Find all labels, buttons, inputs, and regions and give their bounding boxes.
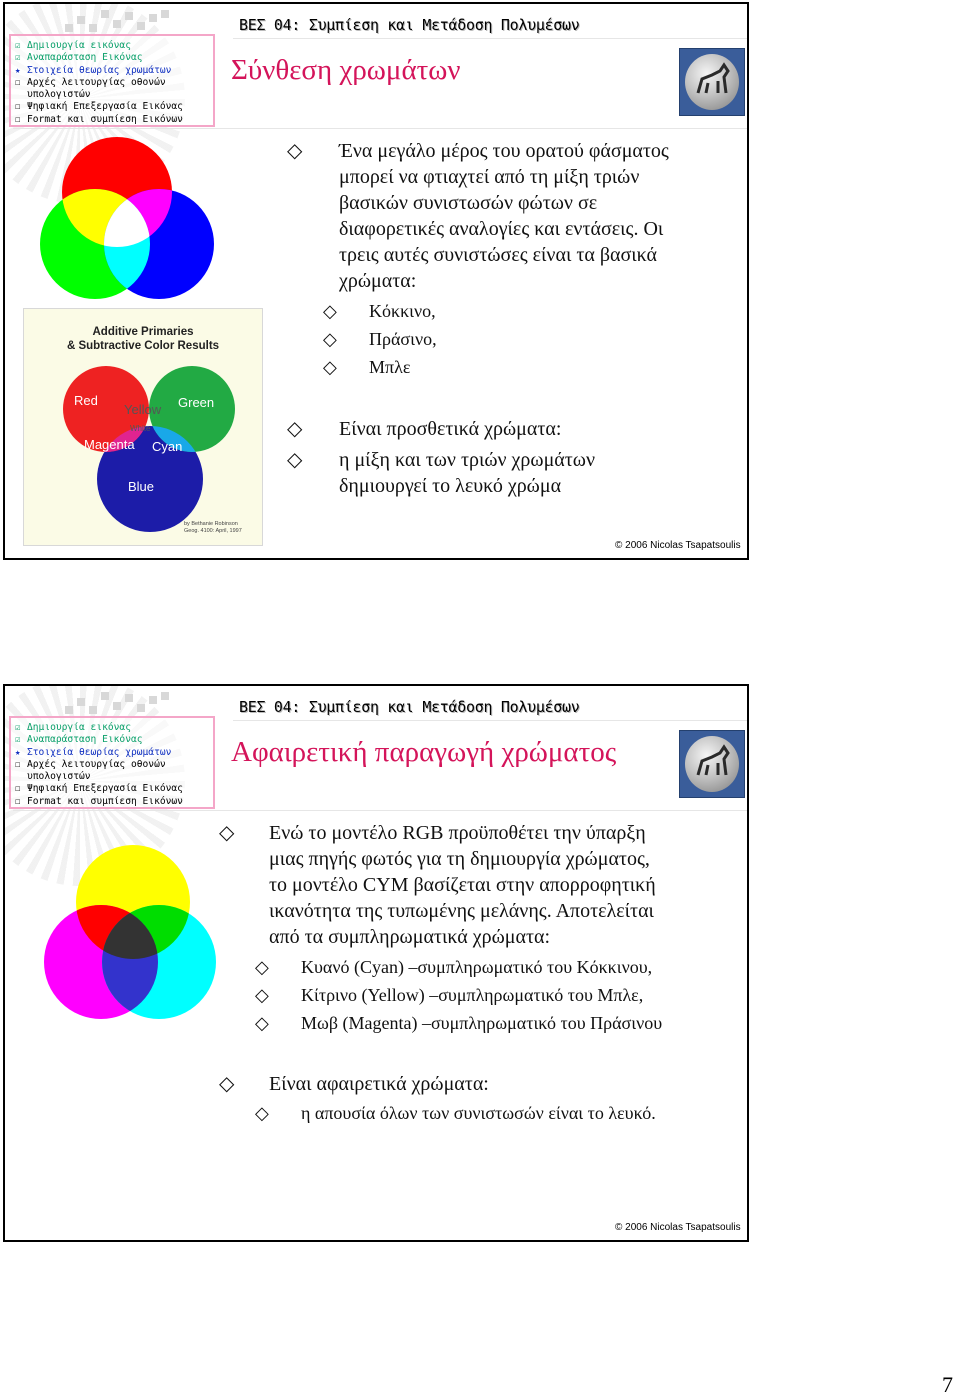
sub-bullet-diamond-icon: ◇ <box>323 329 337 349</box>
bullet-2-text: Είναι αφαιρετικά χρώματα: <box>269 1073 489 1095</box>
slide-1 <box>3 2 749 560</box>
slide-title: Σύνθεση χρωμάτων <box>231 54 461 86</box>
label-magenta: Magenta <box>84 437 135 452</box>
star-icon: ★ <box>15 747 21 758</box>
bullet-diamond-icon: ◇ <box>287 449 303 471</box>
slide-title: Αφαιρετική παραγωγή χρώματος <box>231 736 617 768</box>
bullet-diamond-icon: ◇ <box>287 140 303 162</box>
checkbox-checked-icon: ☑ <box>15 735 21 746</box>
figure-credit: by Bethanie Robinson Geog. 4100: April, 1997 <box>184 521 242 534</box>
checkbox-empty-icon: ☐ <box>15 77 21 88</box>
content-divider <box>13 128 749 129</box>
label-blue: Blue <box>128 479 155 494</box>
nav-item-monitor-principles-cont[interactable]: υπολογιστών <box>27 89 91 101</box>
nav-item-monitor-principles[interactable]: ☐ Αρχές λειτουργίας οθονών <box>15 758 166 770</box>
nav-item-image-representation[interactable]: ☑ Αναπαράσταση Εικόνας <box>15 734 143 746</box>
nav-item-image-formats[interactable]: ☐ Format και συμπίεση Εικόνων <box>15 795 183 807</box>
nav-item-color-theory[interactable]: ★ Στοιχεία θεωρίας χρωμάτων <box>15 746 172 758</box>
bullet-3-text: η μίξη και των τριών χρωμάτων δημιουργεί το λευκό χρώμα <box>339 449 596 497</box>
figure-title-line1: Additive Primaries <box>92 326 194 338</box>
nav-item-image-processing[interactable]: ☐ Ψηφιακή Επεξεργασία Εικόνας <box>15 783 183 795</box>
sub-bullet-cyan: Κυανό (Cyan) –συμπληρωματικό του Κόκκινου, <box>301 957 653 977</box>
label-yellow: Yellow <box>124 402 162 417</box>
sub-bullet-blue: Μπλε <box>369 357 411 377</box>
nav-item-monitor-principles[interactable]: ☐ Αρχές λειτουργίας οθονών <box>15 76 166 88</box>
copyright-footer: © 2006 Nicolas Tsapatsoulis <box>615 1222 741 1233</box>
sub-bullet-diamond-icon: ◇ <box>323 357 337 377</box>
header-divider <box>233 720 749 721</box>
label-green: Green <box>178 395 215 410</box>
sub-bullet-diamond-icon: ◇ <box>255 957 269 977</box>
sub-bullet-diamond-icon: ◇ <box>255 985 269 1005</box>
copyright-footer: © 2006 Nicolas Tsapatsoulis <box>615 540 741 551</box>
checkbox-checked-icon: ☑ <box>15 41 21 51</box>
bullet-1-text: Ένα μεγάλο μέρος του ορατού φάσματος μπορεί να φτιαχτεί από τη μίξη τριών βασικών συνιστωσών φώτων σε διαφορετικές αναλογίες και εντάσεις. Οι τρεις αυτές συνιστώσες είναι τα βασικά χρώματα: <box>339 140 669 292</box>
checkbox-empty-icon: ☐ <box>15 102 21 113</box>
coin-logo <box>679 48 745 116</box>
coin-horse-icon <box>680 49 744 115</box>
topic-navigation <box>9 716 215 809</box>
checkbox-empty-icon: ☐ <box>15 796 21 807</box>
nav-item-image-representation[interactable]: ☑ Αναπαράσταση Εικόνας <box>15 52 143 64</box>
nav-item-image-creation[interactable]: ☑ Δημιουργία εικόνας <box>15 722 131 733</box>
bullet-diamond-icon: ◇ <box>219 1073 235 1095</box>
additive-venn-diagram <box>45 132 245 302</box>
page-number: 7 <box>942 1372 953 1397</box>
sub-bullet-white: η απουσία όλων των συνιστωσών είναι το λευκό. <box>301 1103 656 1123</box>
topic-navigation <box>9 34 215 127</box>
sub-bullet-diamond-icon: ◇ <box>255 1013 269 1033</box>
header-divider <box>233 38 749 39</box>
bullet-diamond-icon: ◇ <box>219 822 235 844</box>
bullet-1-text: Ενώ το μοντέλο RGB προϋποθέτει την ύπαρξη μιας πηγής φωτός για τη δημιουργία χρώματος, το μοντέλο CYM βασίζεται στην απορροφητική ικανότητα της τυπωμένης μελάνης. Αποτελείται από τα συμπληρωματικά χρώματα: <box>269 822 656 948</box>
label-white: White <box>130 424 151 433</box>
sub-bullet-diamond-icon: ◇ <box>255 1103 269 1123</box>
checkbox-empty-icon: ☐ <box>15 784 21 795</box>
course-title: ΒΕΣ 04: Συμπίεση και Μετάδοση Πολυμέσων <box>239 16 580 34</box>
label-red: Red <box>74 393 98 408</box>
course-title: ΒΕΣ 04: Συμπίεση και Μετάδοση Πολυμέσων <box>239 698 580 716</box>
checkbox-empty-icon: ☐ <box>15 114 21 125</box>
figure-title-line2: & Subtractive Color Results <box>66 340 220 352</box>
nav-item-monitor-principles-cont[interactable]: υπολογιστών <box>27 771 91 783</box>
nav-item-image-processing[interactable]: ☐ Ψηφιακή Επεξεργασία Εικόνας <box>15 101 183 113</box>
bullet-2-text: Είναι προσθετικά χρώματα: <box>339 418 562 440</box>
content-divider <box>13 810 749 811</box>
subtractive-venn-diagram <box>41 842 261 1062</box>
checkbox-checked-icon: ☑ <box>15 53 21 64</box>
nav-item-image-creation[interactable]: ☑ Δημιουργία εικόνας <box>15 40 131 51</box>
bullet-diamond-icon: ◇ <box>287 418 303 440</box>
slide-2 <box>3 684 749 1242</box>
checkbox-empty-icon: ☐ <box>15 759 21 770</box>
primaries-figure-panel <box>23 308 263 546</box>
nav-item-image-formats[interactable]: ☐ Format και συμπίεση Εικόνων <box>15 113 183 125</box>
sub-bullet-yellow: Κίτρινο (Yellow) –συμπληρωματικό του Μπλε, <box>301 985 644 1005</box>
sub-bullet-green: Πράσινο, <box>369 329 437 349</box>
sub-bullet-diamond-icon: ◇ <box>323 301 337 321</box>
sub-bullet-red: Κόκκινο, <box>369 301 436 321</box>
checkbox-checked-icon: ☑ <box>15 723 21 733</box>
nav-item-color-theory[interactable]: ★ Στοιχεία θεωρίας χρωμάτων <box>15 64 172 76</box>
label-cyan: Cyan <box>152 439 183 454</box>
coin-horse-icon <box>680 731 744 797</box>
sub-bullet-magenta: Μωβ (Magenta) –συμπληρωματικό του Πράσινου <box>301 1013 663 1033</box>
coin-logo <box>679 730 745 798</box>
star-icon: ★ <box>15 65 21 76</box>
